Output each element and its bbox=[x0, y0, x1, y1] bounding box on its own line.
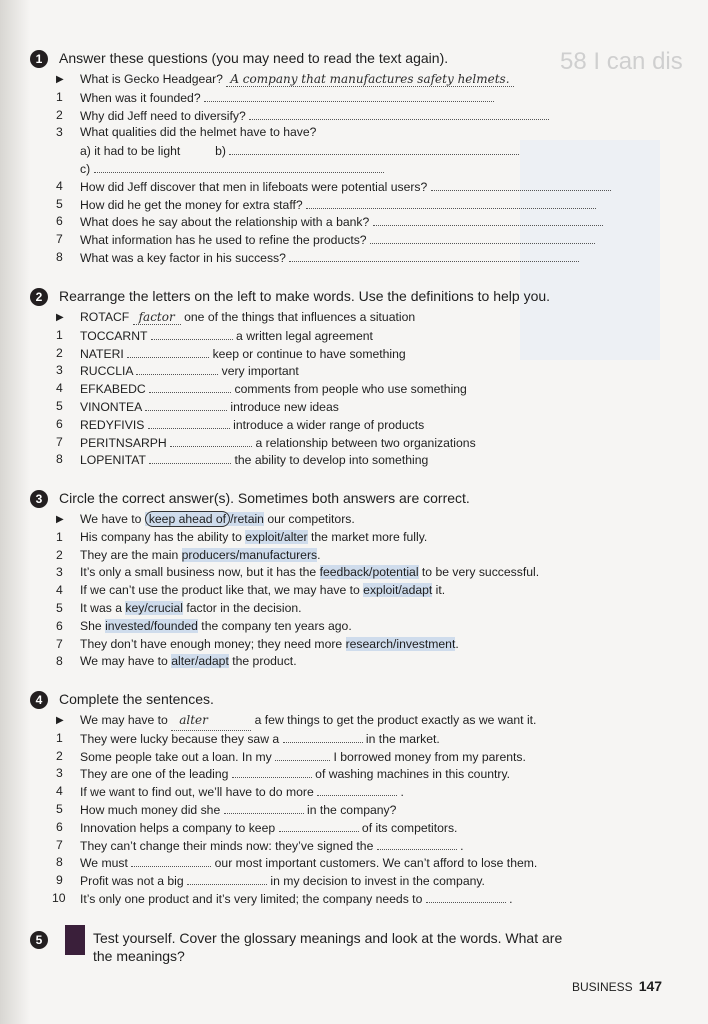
example-answer: alter bbox=[171, 712, 251, 731]
question-row: 8 What was a key factor in his success? bbox=[30, 249, 670, 267]
example-marker-icon: ▶ bbox=[56, 312, 64, 323]
choice-pair[interactable]: invested/founded bbox=[105, 618, 198, 633]
answer-line[interactable] bbox=[249, 107, 549, 120]
question-row: 6 What does he say about the relationship with a bank? bbox=[30, 213, 670, 231]
answer-line[interactable] bbox=[170, 434, 252, 447]
section-title: Circle the correct answer(s). Sometimes both answers are correct. bbox=[59, 490, 470, 506]
question-row: 4 How did Jeff discover that men in lifeboats were potential users? bbox=[30, 178, 670, 196]
section-title: Answer these questions (you may need to read the text again). bbox=[59, 50, 449, 66]
sentence-row: 2 Some people take out a loan. In my I borrowed money from my parents. bbox=[56, 748, 526, 764]
sentence-row: 5 It was a key/crucial factor in the decision. bbox=[56, 600, 302, 615]
sentence-row: 1 His company has the ability to exploit/alter the market more fully. bbox=[56, 529, 428, 544]
sentence-row: 7 They can’t change their minds now: they’ve signed the . bbox=[56, 837, 464, 853]
word-row: 5 VINONTEA introduce new ideas bbox=[56, 398, 339, 414]
answer-line[interactable] bbox=[136, 362, 218, 375]
answer-line[interactable] bbox=[94, 160, 384, 173]
section-title: Complete the sentences. bbox=[59, 691, 214, 707]
answer-line[interactable] bbox=[283, 730, 363, 743]
bleed-through-header: 58 I can dis bbox=[560, 48, 683, 75]
choice-pair[interactable]: exploit/adapt bbox=[363, 583, 433, 598]
answer-line[interactable] bbox=[131, 854, 211, 867]
answer-line[interactable] bbox=[127, 345, 209, 358]
section-number: 5 bbox=[30, 931, 48, 949]
example-marker-icon: ▶ bbox=[56, 74, 64, 85]
answer-line[interactable] bbox=[373, 213, 603, 226]
answer-line[interactable] bbox=[279, 819, 359, 832]
sentence-row: 3 It’s only a small business now, but it has the feedback/potential to be very successful. bbox=[56, 565, 540, 580]
sentence-row: 4 If we want to find out, we’ll have to do more . bbox=[56, 784, 404, 800]
sentence-row: 2 They are the main producers/manufacturers. bbox=[56, 547, 321, 562]
choice-pair[interactable]: alter/adapt bbox=[171, 654, 229, 669]
word-row: 2 NATERI keep or continue to have something bbox=[56, 345, 406, 361]
b-label: b) bbox=[215, 144, 226, 159]
word-row: 8 LOPENITAT the ability to develop into something bbox=[56, 452, 429, 468]
answer-line[interactable] bbox=[229, 142, 519, 155]
section-3 bbox=[30, 489, 670, 671]
section-number: 4 bbox=[30, 691, 48, 709]
word-row: 3 RUCCLIA very important bbox=[56, 363, 299, 379]
example-row: ▶ We have to keep ahead of /retain our competitors. bbox=[30, 511, 670, 529]
question-row: 1 When was it founded? bbox=[30, 89, 670, 107]
example-row: ▶ ROTACF factor one of the things that influences a situation bbox=[30, 309, 670, 327]
example-marker-icon: ▶ bbox=[56, 715, 64, 726]
sentence-row: 7 They don’t have enough money; they need more research/investment. bbox=[56, 636, 459, 651]
answer-line[interactable] bbox=[149, 380, 231, 393]
circled-answer[interactable]: keep ahead of bbox=[145, 511, 230, 527]
answer-line[interactable] bbox=[306, 196, 596, 209]
choice-pair[interactable]: producers/manufacturers bbox=[181, 547, 318, 562]
example-marker-icon: ▶ bbox=[56, 514, 64, 525]
sentence-row: 6 Innovation helps a company to keep of its competitors. bbox=[56, 819, 458, 835]
footer-label: BUSINESS bbox=[572, 980, 633, 994]
sentence-row: 1 They were lucky because they saw a in the market. bbox=[56, 730, 440, 746]
section-title: Rearrange the letters on the left to make words. Use the definitions to help you. bbox=[59, 288, 551, 304]
answer-line[interactable] bbox=[275, 748, 330, 761]
answer-line[interactable] bbox=[151, 327, 233, 340]
answer-line[interactable] bbox=[317, 783, 397, 796]
answer-line[interactable] bbox=[289, 249, 579, 262]
sentence-row: 10 It’s only one product and it’s very limited; the company needs to . bbox=[52, 890, 513, 906]
answer-line[interactable] bbox=[370, 231, 595, 244]
answer-line[interactable] bbox=[145, 398, 227, 411]
section-title-line2: the meanings? bbox=[93, 948, 185, 964]
section-number: 2 bbox=[30, 288, 48, 306]
answer-line[interactable] bbox=[148, 416, 230, 429]
section-title-line1: Test yourself. Cover the glossary meanings and look at the words. What are bbox=[93, 930, 563, 946]
choice-pair[interactable]: key/crucial bbox=[125, 600, 183, 615]
sentence-row: 5 How much money did she in the company? bbox=[56, 801, 397, 817]
choice-pair[interactable]: feedback/potential bbox=[319, 565, 419, 580]
page-spine-shadow bbox=[0, 0, 30, 1024]
word-row: 1 TOCCARNT a written legal agreement bbox=[56, 327, 373, 343]
question-row: 2 Why did Jeff need to diversify? bbox=[30, 107, 670, 125]
page-footer bbox=[572, 978, 662, 994]
section-1 bbox=[30, 49, 670, 267]
example-question: What is Gecko Headgear? bbox=[80, 72, 223, 86]
choice-pair[interactable]: exploit/alter bbox=[245, 529, 308, 544]
example-answer: A company that manufactures safety helmets. bbox=[226, 72, 513, 87]
question-row: c) bbox=[30, 160, 670, 178]
section-2 bbox=[30, 287, 670, 469]
sentence-row: 9 Profit was not a big in my decision to invest in the company. bbox=[56, 873, 485, 889]
section-number: 3 bbox=[30, 490, 48, 508]
example-row bbox=[30, 71, 670, 89]
sentence-row: 8 We may have to alter/adapt the product. bbox=[56, 654, 297, 669]
sentence-row: 4 If we can’t use the product like that, we may have to exploit/adapt it. bbox=[56, 583, 446, 598]
question-row: 3 What qualities did the helmet have to have? bbox=[56, 125, 317, 140]
answer-line[interactable] bbox=[149, 451, 231, 464]
test-yourself-icon bbox=[65, 925, 85, 955]
question-row: 7 What information has he used to refine the products? bbox=[30, 231, 670, 249]
choice-pair[interactable]: research/investment bbox=[345, 636, 456, 651]
answer-line[interactable] bbox=[187, 872, 267, 885]
answer-line[interactable] bbox=[204, 89, 494, 102]
answer-line[interactable] bbox=[431, 178, 611, 191]
sentence-row: 8 We must our most important customers. We can’t afford to lose them. bbox=[56, 855, 538, 871]
section-5 bbox=[30, 925, 670, 965]
sentence-row: 6 She invested/founded the company ten years ago. bbox=[56, 618, 352, 633]
example-row: ▶ We may have to alter a few things to get the product exactly as we want it. bbox=[30, 712, 670, 730]
section-4 bbox=[30, 690, 670, 908]
answer-line[interactable] bbox=[377, 837, 457, 850]
sentence-row: 3 They are one of the leading of washing machines in this country. bbox=[56, 766, 511, 782]
word-row: 6 REDYFIVIS introduce a wider range of products bbox=[56, 416, 425, 432]
answer-line[interactable] bbox=[224, 801, 304, 814]
question-row: a) it had to be light b) bbox=[30, 142, 670, 160]
word-row: 7 PERITNSARPH a relationship between two organizations bbox=[56, 434, 476, 450]
section-number: 1 bbox=[30, 50, 48, 68]
answer-line[interactable] bbox=[232, 765, 312, 778]
example-answer: factor bbox=[133, 310, 181, 325]
question-row: 5 How did he get the money for extra staff? bbox=[30, 196, 670, 214]
answer-line[interactable] bbox=[426, 890, 506, 903]
word-row: 4 EFKABEDC comments from people who use something bbox=[56, 381, 467, 397]
page-number: 147 bbox=[638, 978, 663, 994]
